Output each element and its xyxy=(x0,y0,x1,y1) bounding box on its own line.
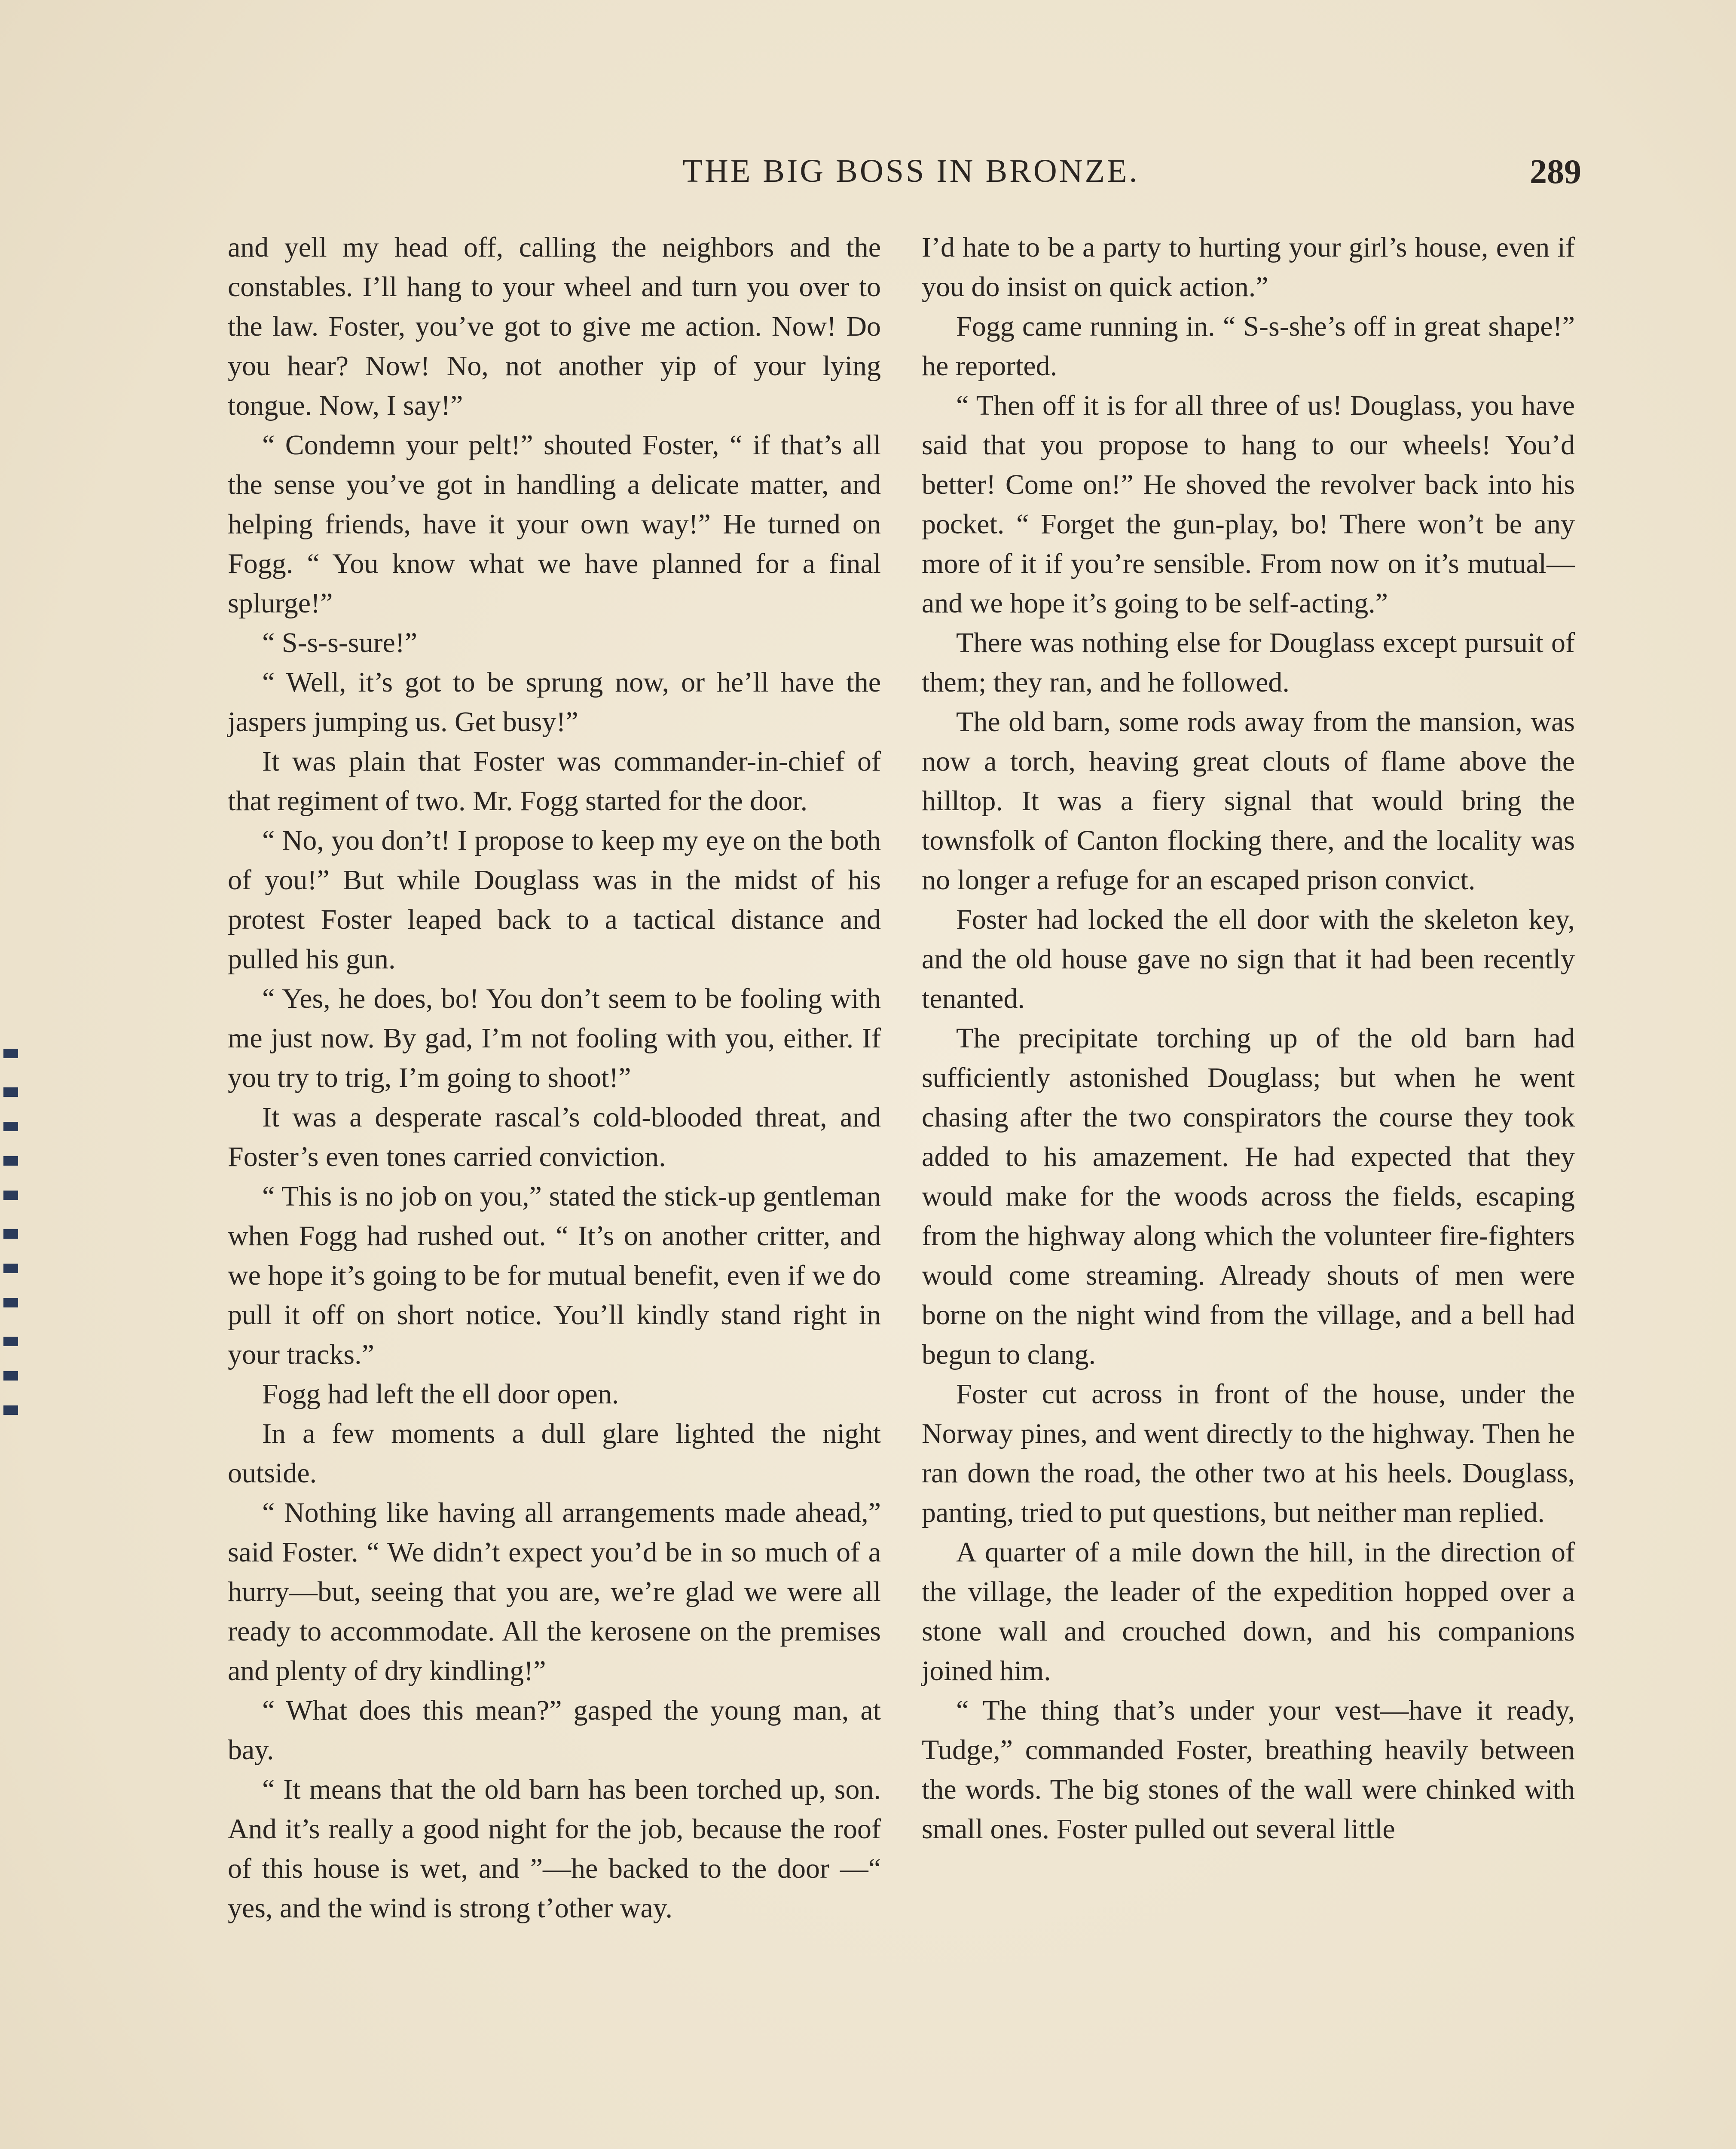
paragraph: “ No, you don’t! I propose to keep my eye on the both of you!” But while Douglass was in the midst of his protest Foster leaped back to a tactical distance and pulled his gun. xyxy=(228,825,881,975)
paragraph: There was nothing else for Douglass except pursuit of them; they ran, and he followed. xyxy=(922,627,1575,698)
paragraph: Foster cut across in front of the house, under the Norway pines, and went directly to the highway. Then he ran down the road, the other two at his heels. Douglass, panting, tried to put questions, but neither man replied. xyxy=(922,1378,1575,1528)
binding-marks xyxy=(0,1049,26,1436)
paragraph: The old barn, some rods away from the mansion, was now a torch, heaving great clouts of flame above the hilltop. It was a fiery signal that would bring the townsfolk of Canton flocking there, and the locality was no longer a refuge for an escaped prison convict. xyxy=(922,706,1575,896)
paragraph: “ The thing that’s under your vest—have it ready, Tudge,” commanded Foster, breathing heavily between the words. The big stones of the wall were chinked with small ones. Foster pulled out several little xyxy=(922,1695,1575,1845)
paragraph: “ It means that the old barn has been torched up, son. And it’s really a good night for the job, because the roof of this house is wet, and ”—he backed to the door —“ yes, and the wind is strong t’other way. xyxy=(228,1774,881,1924)
paragraph: “ Nothing like having all arrangements made ahead,” said Foster. “ We didn’t expect you’d be in so much of a hurry—but, seeing that you are, we’re glad we were all ready to accommodate. All the kerosene on the premises and plenty of dry kindling!” xyxy=(228,1497,881,1687)
paragraph: “ S-s-s-sure!” xyxy=(262,627,418,658)
paragraph: Fogg had left the ell door open. xyxy=(262,1378,619,1410)
paragraph: A quarter of a mile down the hill, in the direction of the village, the leader of the expedition hopped over a stone wall and crouched down, and his companions joined him. xyxy=(922,1537,1575,1687)
paragraph: “ This is no job on you,” stated the stick-up gentleman when Fogg had rushed out. “ It’s on another critter, and we hope it’s going to be for mutual benefit, even if we do pull it off on short notice. You’ll kindly stand right in your tracks.” xyxy=(228,1181,881,1370)
paragraph: I’d hate to be a party to hurting your girl’s house, even if you do insist on quick action.” xyxy=(922,232,1575,303)
paragraph: “ What does this mean?” gasped the young man, at bay. xyxy=(228,1695,881,1766)
paragraph: “ Then off it is for all three of us! Douglass, you have said that you propose to hang to our wheels! You’d better! Come on!” He shoved the revolver back into his pocket. “ Forget the gun-play, bo! There won’t be any more of it if you’re sensible. From now on it’s mutual—and we hope it’s going to be self-acting.” xyxy=(922,390,1575,619)
paragraph: and yell my head off, calling the neighbors and the constables. I’ll hang to your wheel and turn you over to the law. Foster, you’ve got to give me action. Now! Do you hear? Now! No, not another yip of your lying tongue. Now, I say!” xyxy=(228,232,881,421)
paragraph: It was plain that Foster was commander-in-chief of that regiment of two. Mr. Fogg started for the door. xyxy=(228,746,881,817)
page-number: 289 xyxy=(1530,153,1581,191)
paragraph: “ Condemn your pelt!” shouted Foster, “ if that’s all the sense you’ve got in handling a delicate matter, and helping friends, have it your own way!” He turned on Fogg. “ You know what we have planned for a final splurge!” xyxy=(228,429,881,619)
paragraph: In a few moments a dull glare lighted the night outside. xyxy=(228,1418,881,1489)
paragraph: It was a desperate rascal’s cold-blooded threat, and Foster’s even tones carried conviction. xyxy=(228,1102,881,1172)
right-column xyxy=(922,228,1575,1849)
running-head: THE BIG BOSS IN BRONZE. xyxy=(682,153,1140,189)
paragraph: Fogg came running in. “ S-s-she’s off in great shape!” he reported. xyxy=(922,311,1575,382)
paragraph: The precipitate torching up of the old barn had sufficiently astonished Douglass; but when he went chasing after the two conspirators the course they took added to his amazement. He had expected that they would make for the woods across the fields, escaping from the highway along which the volunteer fire-fighters would come streaming. Already shouts of men were borne on the night wind from the village, and a bell had begun to clang. xyxy=(922,1022,1575,1370)
paragraph: “ Well, it’s got to be sprung now, or he’ll have the jaspers jumping us. Get busy!” xyxy=(228,667,881,738)
paragraph: Foster had locked the ell door with the skeleton key, and the old house gave no sign that it had been recently tenanted. xyxy=(922,904,1575,1014)
paragraph: “ Yes, he does, bo! You don’t seem to be fooling with me just now. By gad, I’m not fooling with you, either. If you try to trig, I’m going to shoot!” xyxy=(228,983,881,1093)
left-column xyxy=(228,228,881,1928)
